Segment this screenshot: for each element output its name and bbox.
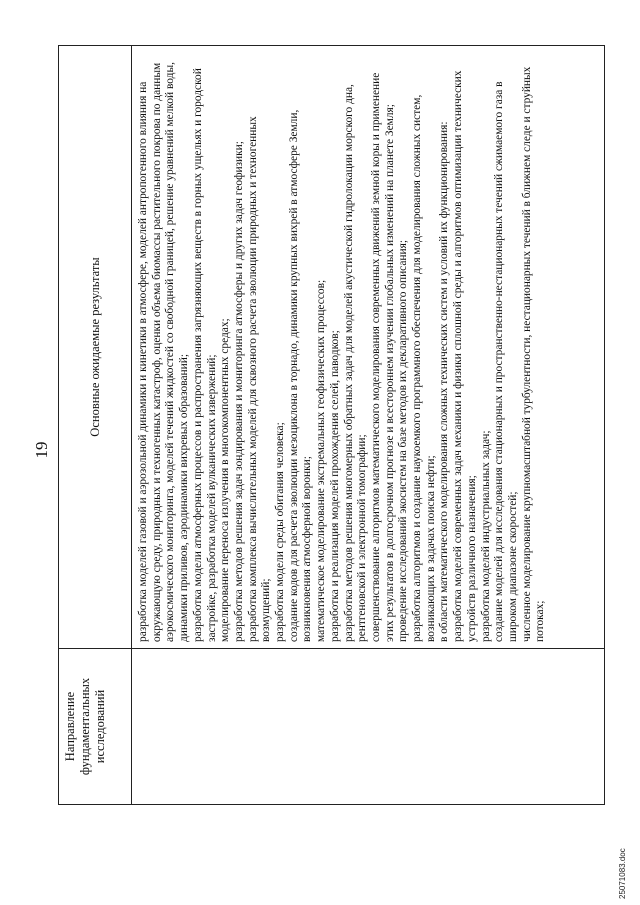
result-line: разработка и реализация моделей прохождения селей, паводков; [328,330,341,642]
result-line: разработка моделей индустриальных задач; [479,430,492,642]
result-line: динамики приливов, аэродинамики вихревых образований; [178,354,191,642]
result-line: разработка моделей современных задач механики и физики сплошной среды и алгоритмов оптимизации технических [452,70,465,642]
result-line: проведение исследований экосистем на базе методов их декларативного описания; [397,239,410,642]
results-cell [132,46,605,649]
result-line: этих результатов в долгосрочном прогнозе и всестороннем изучении глобальных изменений на планете Земля; [383,104,396,642]
result-line: рентгеновской и электронной томографии; [356,434,369,642]
result-line: застройке, разработка моделей вулканических извержений; [205,354,218,642]
result-line: разработка алгоритмов и создание наукоемкого программного обеспечения для моделирования сложных систем, [411,94,424,642]
result-line: разработка методов решения задач зондирования и мониторинга атмосферы и других задач геофизики; [232,141,245,642]
header-direction [59,649,132,805]
header-left-line: исследований [93,689,107,764]
header-left-line: Направление [63,691,77,762]
result-line: моделирование переноса излучения в многокомпонентных средах; [219,318,232,642]
result-line: разработка модели атмосферных процессов и распространения загрязняющих веществ в горных ущельях и городской [191,68,204,642]
result-line: создание моделей для исследования стационарных и пространственно-нестационарных течений сжимаемого газа в [493,81,506,642]
results-table [58,45,605,805]
result-line: аэрокосмического мониторинга, моделей течений жидкостей со свободной границей, решение уравнений мелкой воды, [164,62,177,642]
result-line: возникающих в задачах поиска нефти; [424,455,437,642]
result-line: окружающую среду, природных и техногенных катастроф, оценки объема биомассы растительного покрова по данным [150,62,163,642]
result-line: возникновения атмосферной воронки; [301,456,314,642]
header-left-line: фундаментальных [78,677,92,776]
header-results: Основные ожидаемые результаты [59,46,132,649]
result-line: создание кодов для расчета эволюции мезоциклона в торнадо, динамики крупных вихрей в атмосфере Земли, [287,109,300,642]
result-line: в области математического моделирования сложных технических систем и условий их функционирования: [438,121,451,642]
result-line: математическое моделирование экстремальных геофизических процессов; [315,279,328,642]
result-line: возмущений; [260,578,273,642]
direction-cell [132,649,605,805]
result-line: совершенствование алгоритмов математического моделирования современных движений земной коры и применение [369,72,382,642]
result-line: численное моделирование крупномасштабной турбулентности, нестационарных течений в ближнем следе и струйных [520,66,533,642]
table-body-row [132,46,605,805]
result-line: широком диапазоне скоростей; [506,491,519,642]
result-line: устройств различного назначения; [465,475,478,642]
page-number: 19 [32,441,51,459]
footer-filename: 25071083.doc [618,848,627,899]
result-line: разработка методов решения многомерных обратных задач для моделей акустической гидролокации морского дна, [342,84,355,642]
table-header-row [59,46,132,805]
result-line: разработка модели среды обитания человека; [274,422,287,642]
result-line: потоках; [534,600,547,642]
result-line: разработка комплекса вычислительных моделей для сквозного расчета эволюции природных и техногенных [246,116,259,642]
result-line: разработка моделей газовой и аэрозольной динамики и кинетики в атмосфере, моделей антропогенного влияния на [137,81,149,642]
